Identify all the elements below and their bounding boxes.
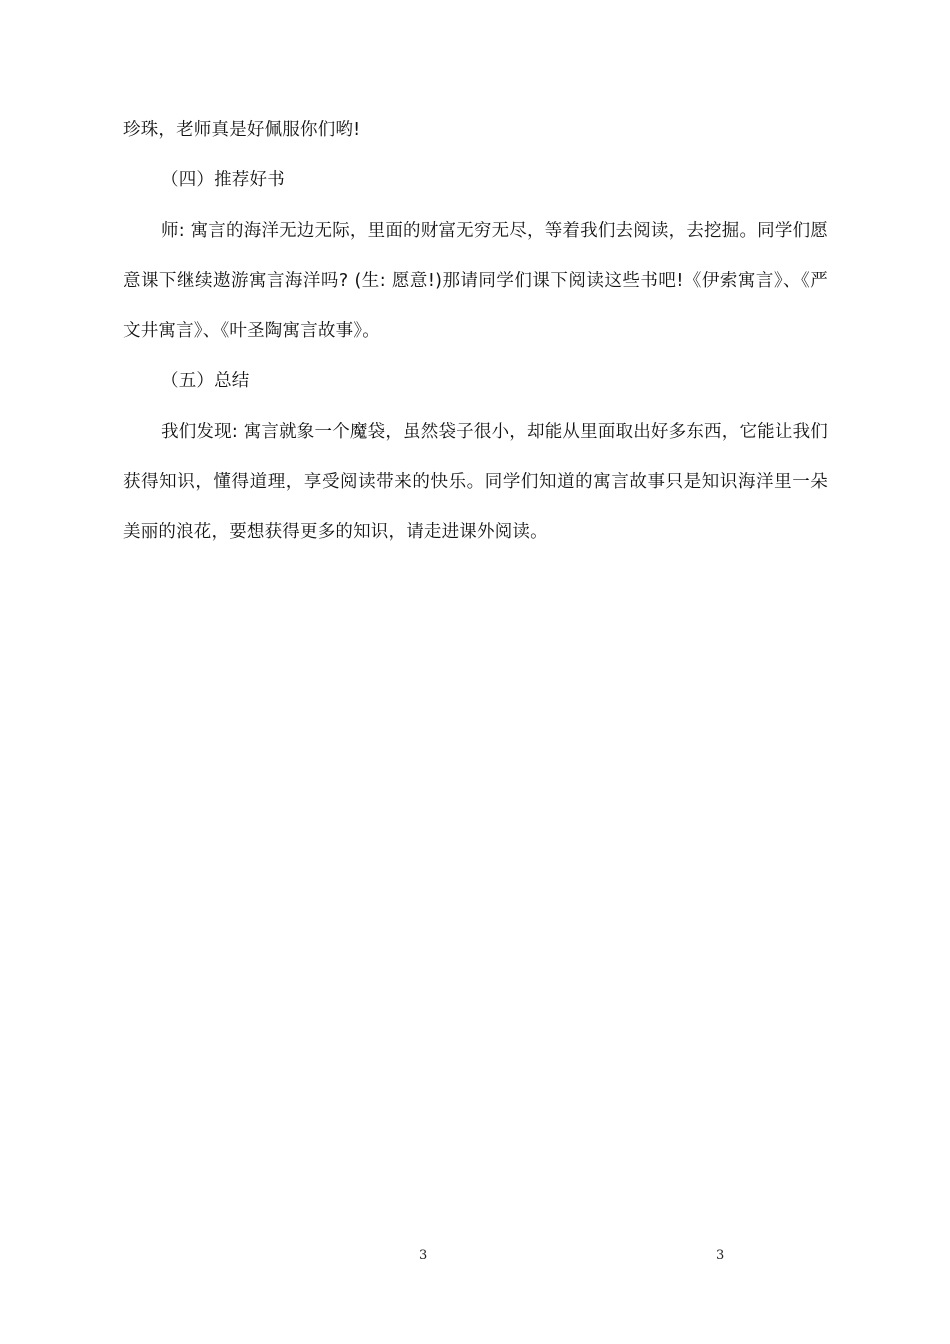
- paragraph-teacher-recommendation: 师: 寓言的海洋无边无际，里面的财富无穷无尽，等着我们去阅读，去挖掘。同学们愿意课下继续遨游寓言海洋吗? (生: 愿意!)那请同学们课下阅读这些书吧!《伊索寓言》、《严文井寓言》、《叶圣陶寓言故事》。: [123, 220, 828, 342]
- page-number-left: 3: [419, 1248, 428, 1263]
- page-number-right: 3: [716, 1248, 725, 1263]
- section-heading-summary: （五）总结: [161, 371, 250, 392]
- section-heading-recommend-books: （四）推荐好书: [161, 170, 285, 191]
- paragraph-summary: 我们发现: 寓言就象一个魔袋，虽然袋子很小，却能从里面取出好多东西，它能让我们获得知识，懂得道理，享受阅读带来的快乐。同学们知道的寓言故事只是知识海洋里一朵美丽的浪花，要想获得更多的知识，请走进课外阅读。: [123, 421, 828, 543]
- document-body: [123, 105, 828, 558]
- paragraph-continuation: 珍珠，老师真是好佩服你们哟!: [123, 120, 361, 140]
